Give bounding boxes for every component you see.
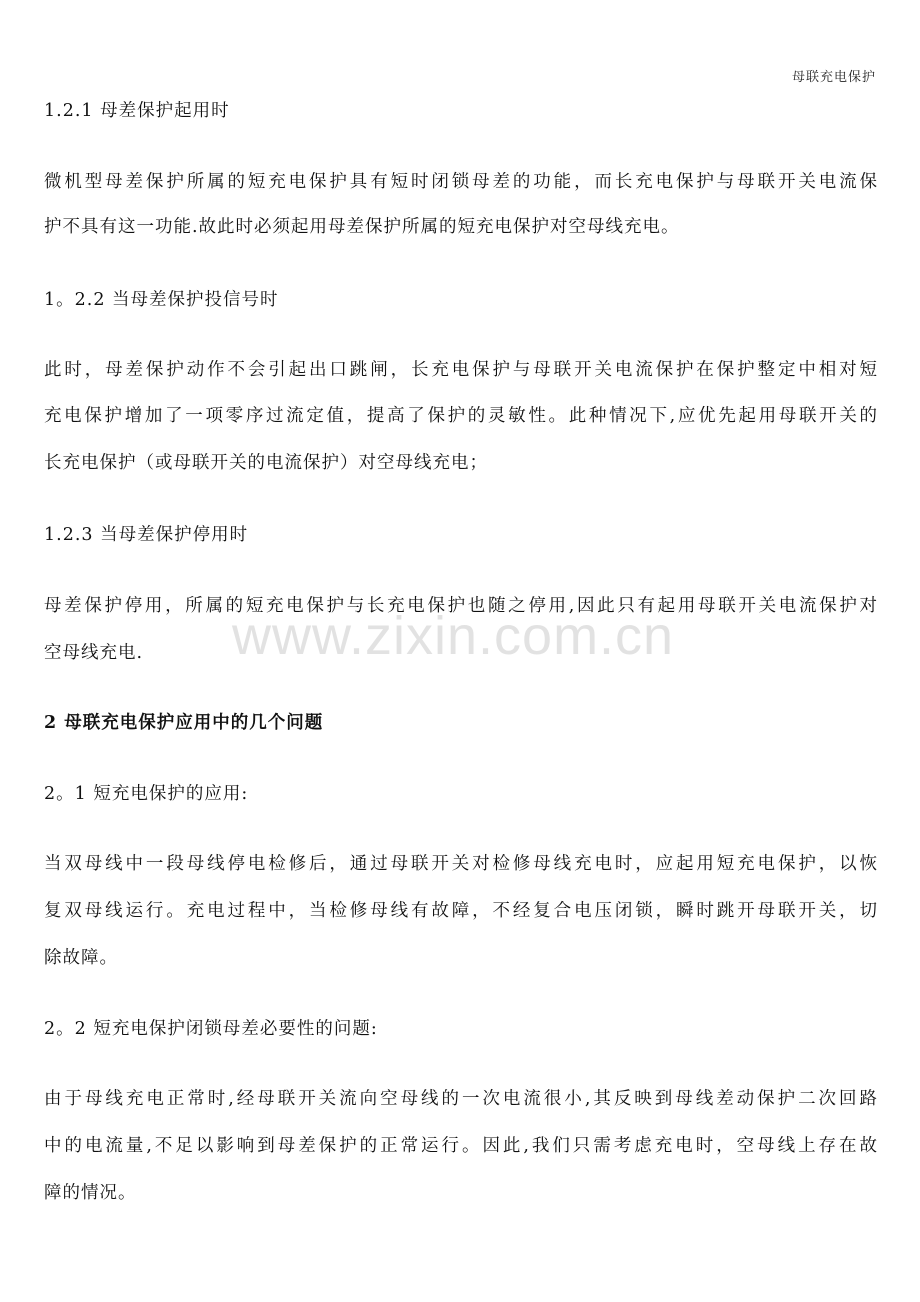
watermark: www.zixin.com.cn (232, 606, 675, 666)
section-heading-2-1: 2。1 短充电保护的应用: (44, 784, 249, 804)
section-heading-2-2: 2。2 短充电保护闭锁母差必要性的问题: (44, 1019, 378, 1039)
paragraph-line: 当双母线中一段母线停电检修后，通过母联开关对检修母线充电时，应起用短充电保护，以恢 (44, 854, 878, 874)
paragraph-line: 复双母线运行。充电过程中，当检修母线有故障，不经复合电压闭锁，瞬时跳开母联开关，切 (44, 901, 878, 921)
paragraph-line: 由于母线充电正常时,经母联开关流向空母线的一次电流很小,其反映到母线差动保护二次回路 (44, 1089, 878, 1109)
paragraph-line: 微机型母差保护所属的短充电保护具有短时闭锁母差的功能，而长充电保护与母联开关电流保 (44, 172, 878, 192)
paragraph-line: 长充电保护（或母联开关的电流保护）对空母线充电； (44, 453, 488, 473)
section-heading-2: 2 母联充电保护应用中的几个问题 (44, 713, 324, 733)
paragraph-line: 护不具有这一功能.故此时必须起用母差保护所属的短充电保护对空母线充电。 (44, 217, 680, 237)
section-heading-1-2-2: 1。2.2 当母差保护投信号时 (44, 290, 279, 310)
section-heading-1-2-1: 1.2.1 母差保护起用时 (44, 101, 230, 121)
paragraph-line: 除故障。 (44, 948, 118, 968)
paragraph-line: 母差保护停用，所属的短充电保护与长充电保护也随之停用,因此只有起用母联开关电流保护对 (44, 596, 878, 616)
paragraph-line: 此时，母差保护动作不会引起出口跳闸，长充电保护与母联开关电流保护在保护整定中相对短 (44, 360, 878, 380)
section-heading-1-2-3: 1.2.3 当母差保护停用时 (44, 525, 249, 545)
paragraph-line: 空母线充电. (44, 643, 144, 663)
running-header: 母联充电保护 (791, 70, 876, 85)
paragraph-line: 充电保护增加了一项零序过流定值，提高了保护的灵敏性。此种情况下,应优先起用母联开关的 (44, 406, 878, 426)
paragraph-line: 中的电流量,不足以影响到母差保护的正常运行。因此,我们只需考虑充电时，空母线上存在故 (44, 1136, 878, 1156)
paragraph-line: 障的情况。 (44, 1183, 137, 1203)
